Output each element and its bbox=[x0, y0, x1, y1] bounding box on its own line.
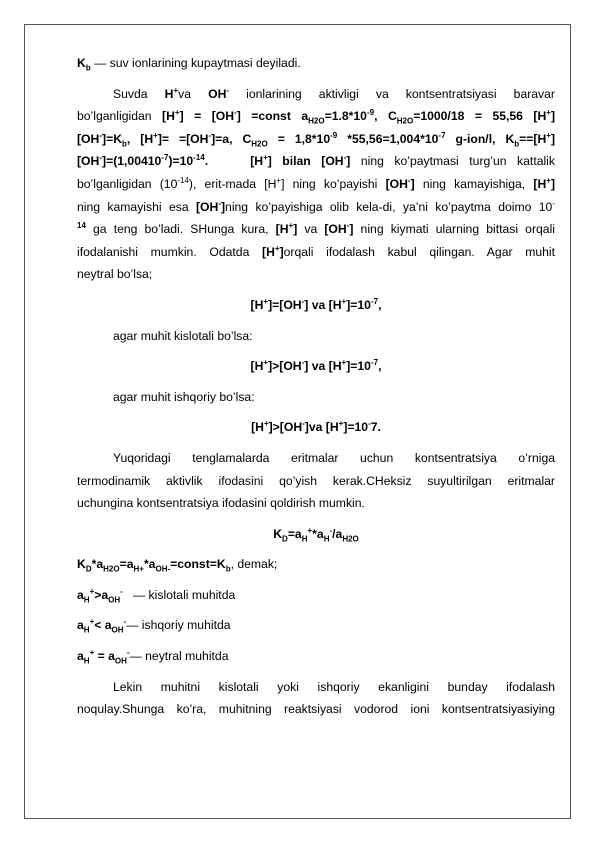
acid-condition-text: agar muhit kislotali bo’lsa: bbox=[113, 328, 253, 343]
paragraph-water-ions bbox=[77, 83, 555, 286]
p1-line-7: $^{14}$ ga teng bo’ladi. SHunga kura, [H+] va [OH-] ning kiymati ularning bittasi orqali bbox=[77, 221, 555, 237]
equation-basic: [H+]>[OH-]va [H+]=10-7. bbox=[251, 419, 381, 435]
p1-line-9: neytral bo’lsa; bbox=[77, 267, 153, 282]
condition-acidic: $a_H^+>a_{OH}^-$ — kislotali muhitda bbox=[77, 586, 236, 605]
p1-line-2: bo’lganligidan [H+] = [OH-] =const $a_{H2O}=1.8*10^{-9}$, $C_{H2O}=1000/18 = 55,56$ [H+] bbox=[77, 108, 556, 126]
definition-kb: $K_b$ — suv ionlarining kupaytmasi deyiladi. bbox=[77, 56, 301, 73]
p1-line-6: ning kamayishi esa [OH-]ning ko’payishiga olib kela-di, ya’ni ko’paytma doimo 10- bbox=[77, 198, 555, 214]
p2-line-1: Yuqoridagi tenglamalarda eritmalar uchun kontsentratsiya o’rniga bbox=[113, 450, 555, 465]
p1-line-4: $[OH^-]=(1,00410^{-7})=10^{-14}$. [H+] bilan [OH-] ning ko’paytmasi turg’un kattalik bbox=[77, 153, 555, 169]
equation-neutral: [H+]=[OH-] va $[H^+]=10^{-7}$, bbox=[250, 296, 382, 312]
paragraph-activity bbox=[77, 447, 555, 515]
p1-line-1: Suvda H+va OH- ionlarining aktivligi va kontsentratsiyasi baravar bbox=[113, 85, 555, 101]
p2-line-3: uchungina kontsentratsiya ifodasini qoldirish mumkin. bbox=[77, 496, 365, 511]
p3-line-1: Lekin muhitni kislotali yoki ishqoriy ekanligini bunday ifodalash bbox=[113, 679, 555, 694]
base-condition-text: agar muhit ishqoriy bo’lsa: bbox=[113, 389, 255, 404]
p1-line-3: $[OH^-]=K_b$, [H+]= =[OH-]=a, $C_{H2O} = 1,8*10^{-9}$ $*55,56=1,004*10^{-7}$ g-ion/l, $K_b==[H^+]$ bbox=[77, 130, 556, 149]
p2-line-2: termodinamik aktivlik ifodasini qo’yish kerak.CHeksiz suyultirilgan eritmalar bbox=[77, 473, 555, 488]
p1-line-8: ifodalanishi mumkin. Odatda [H+]orqali ifodalash kabul qilingan. Agar muhit bbox=[77, 243, 555, 259]
equation-kd-kb: $K_D*a_{H2O}=a_{H+}*a_{OH-}=const=K_b$, demak; bbox=[77, 557, 278, 574]
condition-basic: $a_H^+<$ $a_{OH}^-—$ ishqoriy muhitda bbox=[77, 617, 231, 635]
p3-line-2: noqulay.Shunga ko’ra, muhitning reaktsiyasi vodorod ioni kontsentratsiyasiying bbox=[77, 702, 555, 717]
document-body bbox=[77, 52, 555, 721]
paragraph-inconvenience bbox=[77, 676, 555, 721]
equation-acidic: [H+]>[OH-] va $[H^+]=10^{-7}$, bbox=[250, 358, 382, 374]
condition-neutral: $a_H^+$ = $a_{OH}^-—$ neytral muhitda bbox=[77, 648, 229, 666]
p1-line-5: bo’lganligidan $(10^{-14})$, erit-mada [H+] ning ko’payishi [OH-] ning kamayishiga, [H+] bbox=[77, 175, 555, 191]
equation-kd: $K_D=a_H^+*a_H^-/a_{H2O}$ bbox=[273, 525, 359, 544]
